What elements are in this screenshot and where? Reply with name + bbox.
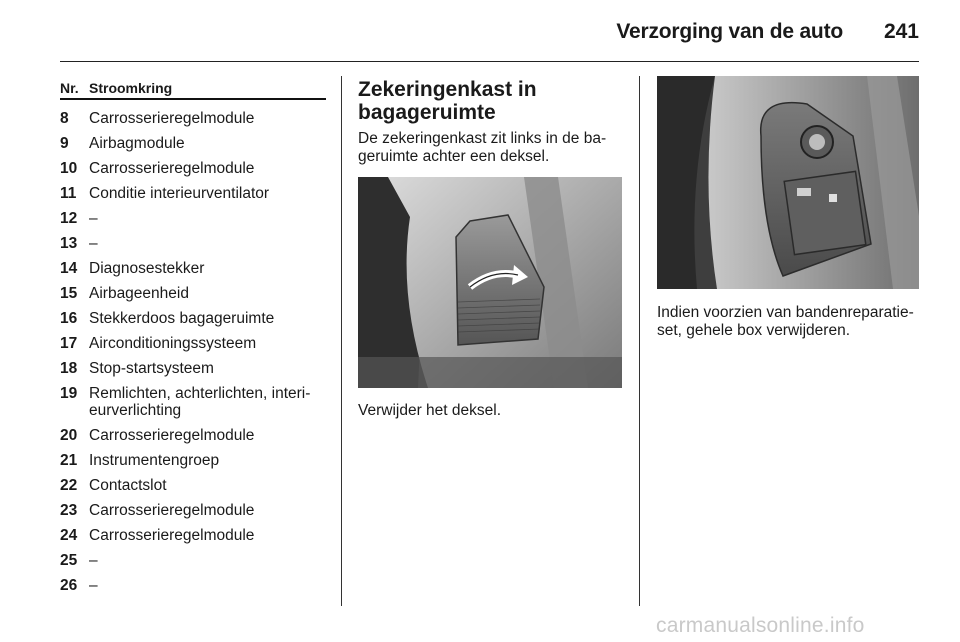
fuse-circuit: Contactslot — [89, 477, 167, 494]
fuse-number: 21 — [60, 452, 78, 469]
table-row — [60, 519, 326, 544]
fuse-circuit: – — [89, 552, 98, 569]
watermark-text: carmanualsonline.info — [656, 614, 865, 637]
chapter-title: Verzorging van de auto — [616, 20, 843, 43]
note-repair-kit: Indien voorzien van bandenreparatie-set, gehele box verwijderen. — [657, 304, 914, 339]
table-row — [60, 544, 326, 569]
fuse-number: 18 — [60, 360, 78, 377]
table-row — [60, 302, 326, 327]
table-body — [60, 100, 326, 594]
fuse-number: 11 — [60, 185, 77, 202]
fuse-number: 14 — [60, 260, 78, 277]
fuse-number: 13 — [60, 235, 78, 252]
fuse-number: 17 — [60, 335, 78, 352]
fuse-number: 25 — [60, 552, 78, 569]
caption-remove-cover: Verwijder het deksel. — [358, 402, 502, 419]
fuse-circuit: – — [89, 210, 98, 227]
table-row — [60, 127, 326, 152]
table-row — [60, 227, 326, 252]
fuse-circuit: – — [89, 235, 98, 252]
table-row — [60, 569, 326, 594]
fuse-number: 9 — [60, 135, 69, 152]
table-row — [60, 202, 326, 227]
fuse-circuit: Carrosserieregelmodule — [89, 527, 255, 544]
fuse-number: 15 — [60, 285, 78, 302]
fuse-circuit: Stekkerdoos bagageruimte — [89, 310, 275, 327]
fuse-circuit: Airbagmodule — [89, 135, 185, 152]
photo-trunk-cover — [358, 177, 622, 388]
column-divider — [341, 76, 342, 606]
table-row — [60, 494, 326, 519]
fuse-circuit: Remlichten, achterlichten, interi-eurverlichting — [89, 385, 311, 419]
header-circuit: Stroomkring — [89, 80, 173, 96]
table-row — [60, 277, 326, 302]
fuse-circuit: Airbageenheid — [89, 285, 189, 302]
fuse-circuit: Carrosserieregelmodule — [89, 160, 255, 177]
trunk-cover-illustration — [358, 177, 622, 388]
page-header — [60, 14, 919, 62]
table-row — [60, 444, 326, 469]
fuse-number: 8 — [60, 110, 69, 127]
fuse-circuit: Airconditioningssysteem — [89, 335, 257, 352]
fuse-number: 19 — [60, 385, 78, 402]
column-divider — [639, 76, 640, 606]
fuse-number: 16 — [60, 310, 78, 327]
page-number: 241 — [883, 20, 919, 43]
fuse-circuit: Carrosserieregelmodule — [89, 427, 255, 444]
table-row — [60, 100, 326, 127]
fuse-circuit: Instrumentengroep — [89, 452, 220, 469]
fuse-table — [60, 80, 326, 594]
table-row — [60, 377, 326, 419]
table-row — [60, 419, 326, 444]
fuse-number: 24 — [60, 527, 78, 544]
section-title — [358, 78, 622, 124]
fuse-circuit: Stop-startsysteem — [89, 360, 214, 377]
fuse-number: 10 — [60, 160, 78, 177]
fuse-circuit: Diagnosestekker — [89, 260, 205, 277]
table-row — [60, 352, 326, 377]
table-row — [60, 469, 326, 494]
fusebox-illustration — [657, 76, 919, 289]
table-row — [60, 152, 326, 177]
table-row — [60, 252, 326, 277]
section-intro: De zekeringenkast zit links in de ba-geruimte achter een deksel. — [358, 130, 607, 165]
table-header — [60, 80, 326, 100]
fuse-number: 23 — [60, 502, 78, 519]
header-nr: Nr. — [60, 80, 79, 96]
fuse-number: 22 — [60, 477, 78, 494]
section-fusebox — [358, 78, 622, 166]
fuse-circuit: – — [89, 577, 98, 594]
fuse-circuit: Conditie interieurventilator — [89, 185, 270, 202]
fuse-circuit: Carrosserieregelmodule — [89, 502, 255, 519]
photo-fusebox — [657, 76, 919, 289]
fuse-number: 26 — [60, 577, 78, 594]
fuse-number: 20 — [60, 427, 78, 444]
fuse-circuit: Carrosserieregelmodule — [89, 110, 255, 127]
fuse-number: 12 — [60, 210, 78, 227]
table-row — [60, 327, 326, 352]
section-title-text: Zekeringenkast in bagageruimte — [358, 78, 537, 124]
table-row — [60, 177, 326, 202]
